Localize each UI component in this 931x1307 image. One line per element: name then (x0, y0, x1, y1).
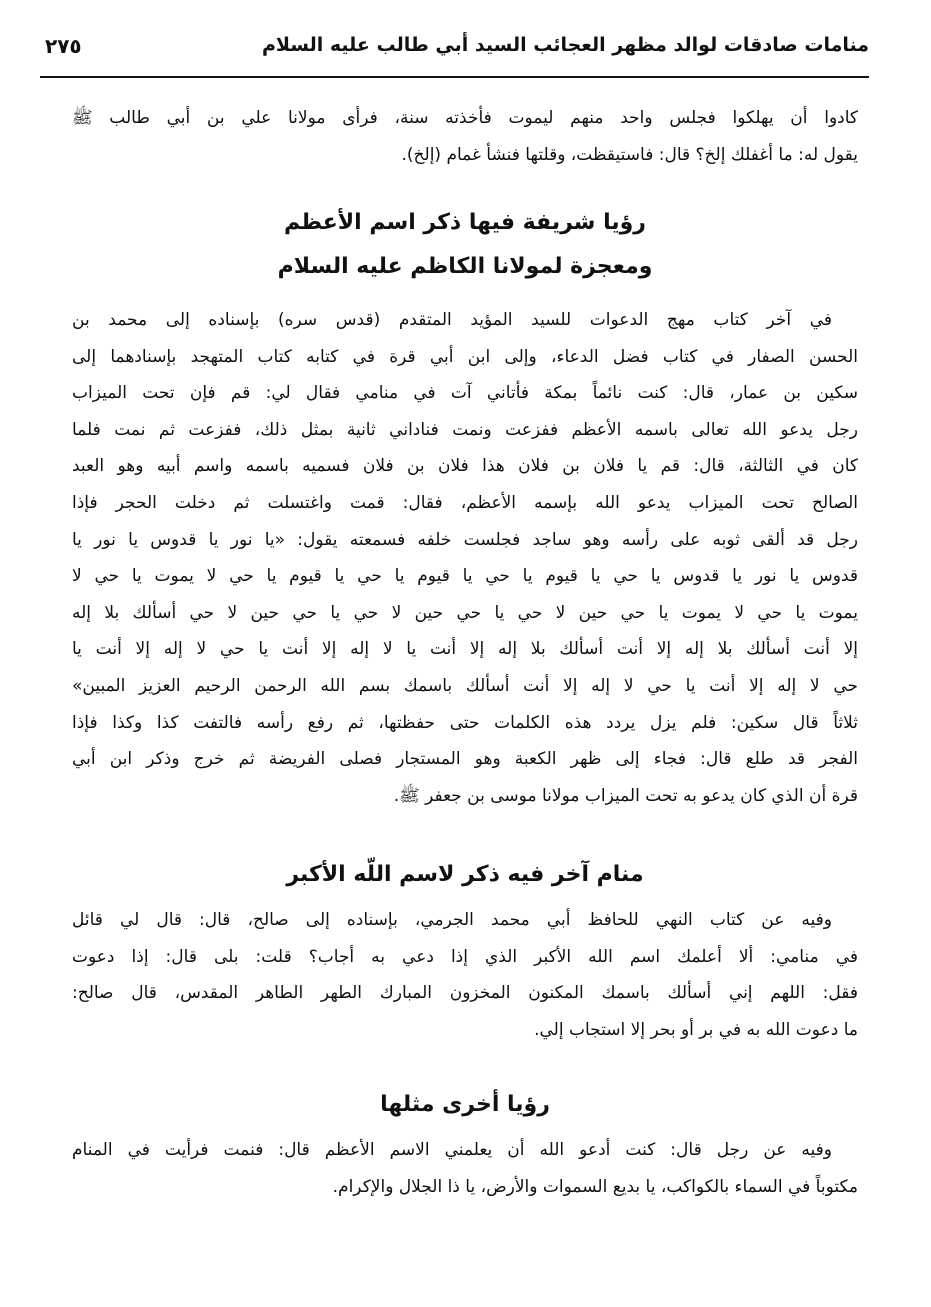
text-line: كادوا أن يهلكوا فجلس واحد منهم ليموت فأخذته سنة، فرأى مولانا علي بن أبي طالب ﷺ (72, 108, 858, 128)
section3-title: رؤيا أخرى مثلها (380, 1092, 550, 1117)
section1-body (72, 302, 858, 814)
section1-heading (72, 210, 858, 310)
page-number: ٢٧٥ (45, 34, 82, 58)
text-line: الفجر قد طلع قال: فجاء إلى ظهر الكعبة وهو المستجار فصلى الفريضة ثم خرج وذكر ابن أبي (72, 749, 858, 770)
running-header-title: منامات صادقات لوالد مظهر العجائب السيد أبي طالب عليه السلام (261, 34, 869, 56)
text-line: إلا أنت أسألك بلا إله إلا أنت أسألك بلا إله إلا أنت يا لا إله إلا أنت يا حي لا إله إلا أنت يا (72, 639, 858, 660)
text-line: كان في الثالثة، قال: قم يا فلان بن فلان هذا فلان بن فلان فسميه باسمه واسم أبيه وهو العبد (72, 456, 858, 477)
text-line: الحسن الصفار في كتاب فضل الدعاء، وإلى ابن أبي قرة في كتابه كتاب المتهجد بإسنادهما إلى (72, 346, 858, 367)
text-line: ما دعوت الله به في بر أو بحر إلا استجاب إلي. (534, 1019, 858, 1040)
section2-title: منام آخر فيه ذكر لاسم اللّه الأكبر (286, 862, 644, 887)
section3-body (72, 1132, 858, 1205)
text-line: حي لا إله إلا أنت يا حي لا إله إلا أنت أسألك باسمك بسم الله الرحمن الرحيم العزيز المبين» (72, 675, 858, 696)
text-line: رجل يدعو الله تعالى باسمه الأعظم ففزعت ونمت فناداني ثانية بمثل ذلك، ففزعت ثم نمت فلما (72, 419, 858, 440)
text-line: وفيه عن كتاب النهي للحافظ أبي محمد الجرمي، بإسناده إلى صالح، قال: قال لي قائل (72, 910, 832, 930)
text-line: وفيه عن رجل قال: كنت أدعو الله أن يعلمني الاسم الأعظم قال: فنمت فرأيت في المنام (72, 1140, 832, 1160)
text-line: قرة أن الذي كان يدعو به تحت الميزاب مولانا موسى بن جعفر ﷺ. (393, 785, 858, 806)
text-line: رجل قد ألقى ثوبه على رأسه وهو ساجد فجلست خلفه فسمعته يقول: «يا نور يا قدوس يا نور يا (72, 529, 858, 550)
intro-paragraph (72, 100, 858, 173)
text-line: قدوس يا نور يا قدوس يا حي يا قيوم يا حي يا قيوم يا حي يا قيوم يا حي لا يموت يا حي لا (72, 566, 858, 587)
section2-body (72, 902, 858, 1048)
text-line: يقول له: ما أغفلك إلخ؟ قال: فاستيقظت، وقلتها فنشأ غمام (إلخ). (401, 144, 858, 165)
text-line: في آخر كتاب مهج الدعوات للسيد المؤيد المتقدم (قدس سره) بإسناده إلى محمد بن (72, 310, 832, 330)
text-line: فقل: اللهم إني أسألك باسمك المكنون المخزون المبارك الطهر الطاهر المقدس، قال صالح: (72, 983, 858, 1004)
section1-title-line2: ومعجزة لمولانا الكاظم عليه السلام (277, 254, 653, 279)
running-header (40, 30, 869, 66)
text-line: ثلاثاً قال سكين: فلم يزل يردد هذه الكلمات حتى حفظتها، ثم رفع رأسه فالتفت كذا وكذا فإذا (72, 712, 858, 733)
section3-heading (72, 1092, 858, 1132)
section2-heading (72, 862, 858, 902)
header-rule (40, 76, 869, 78)
text-line: الصالح تحت الميزاب يدعو الله بإسمه الأعظم، فقال: قمت واغتسلت ثم دخلت الحجر فإذا (72, 492, 858, 513)
text-line: يموت يا حي لا يموت يا حي حين لا حي يا حي حين لا حي يا حي حين لا حي أسألك بلا إله (72, 602, 858, 623)
text-line: مكتوباً في السماء بالكواكب، يا بديع السموات والأرض، يا ذا الجلال والإكرام. (332, 1176, 858, 1197)
text-line: في منامي: ألا أعلمك اسم الله الأكبر الذي إذا دعي به أجاب؟ قلت: بلى قال: إذا دعوت (72, 946, 858, 967)
section1-title-line1: رؤيا شريفة فيها ذكر اسم الأعظم (284, 210, 646, 235)
text-line: سكين بن عمار، قال: كنت نائماً بمكة فأتاني آت في منامي فقال لي: قم فإن تحت الميزاب (72, 383, 858, 404)
